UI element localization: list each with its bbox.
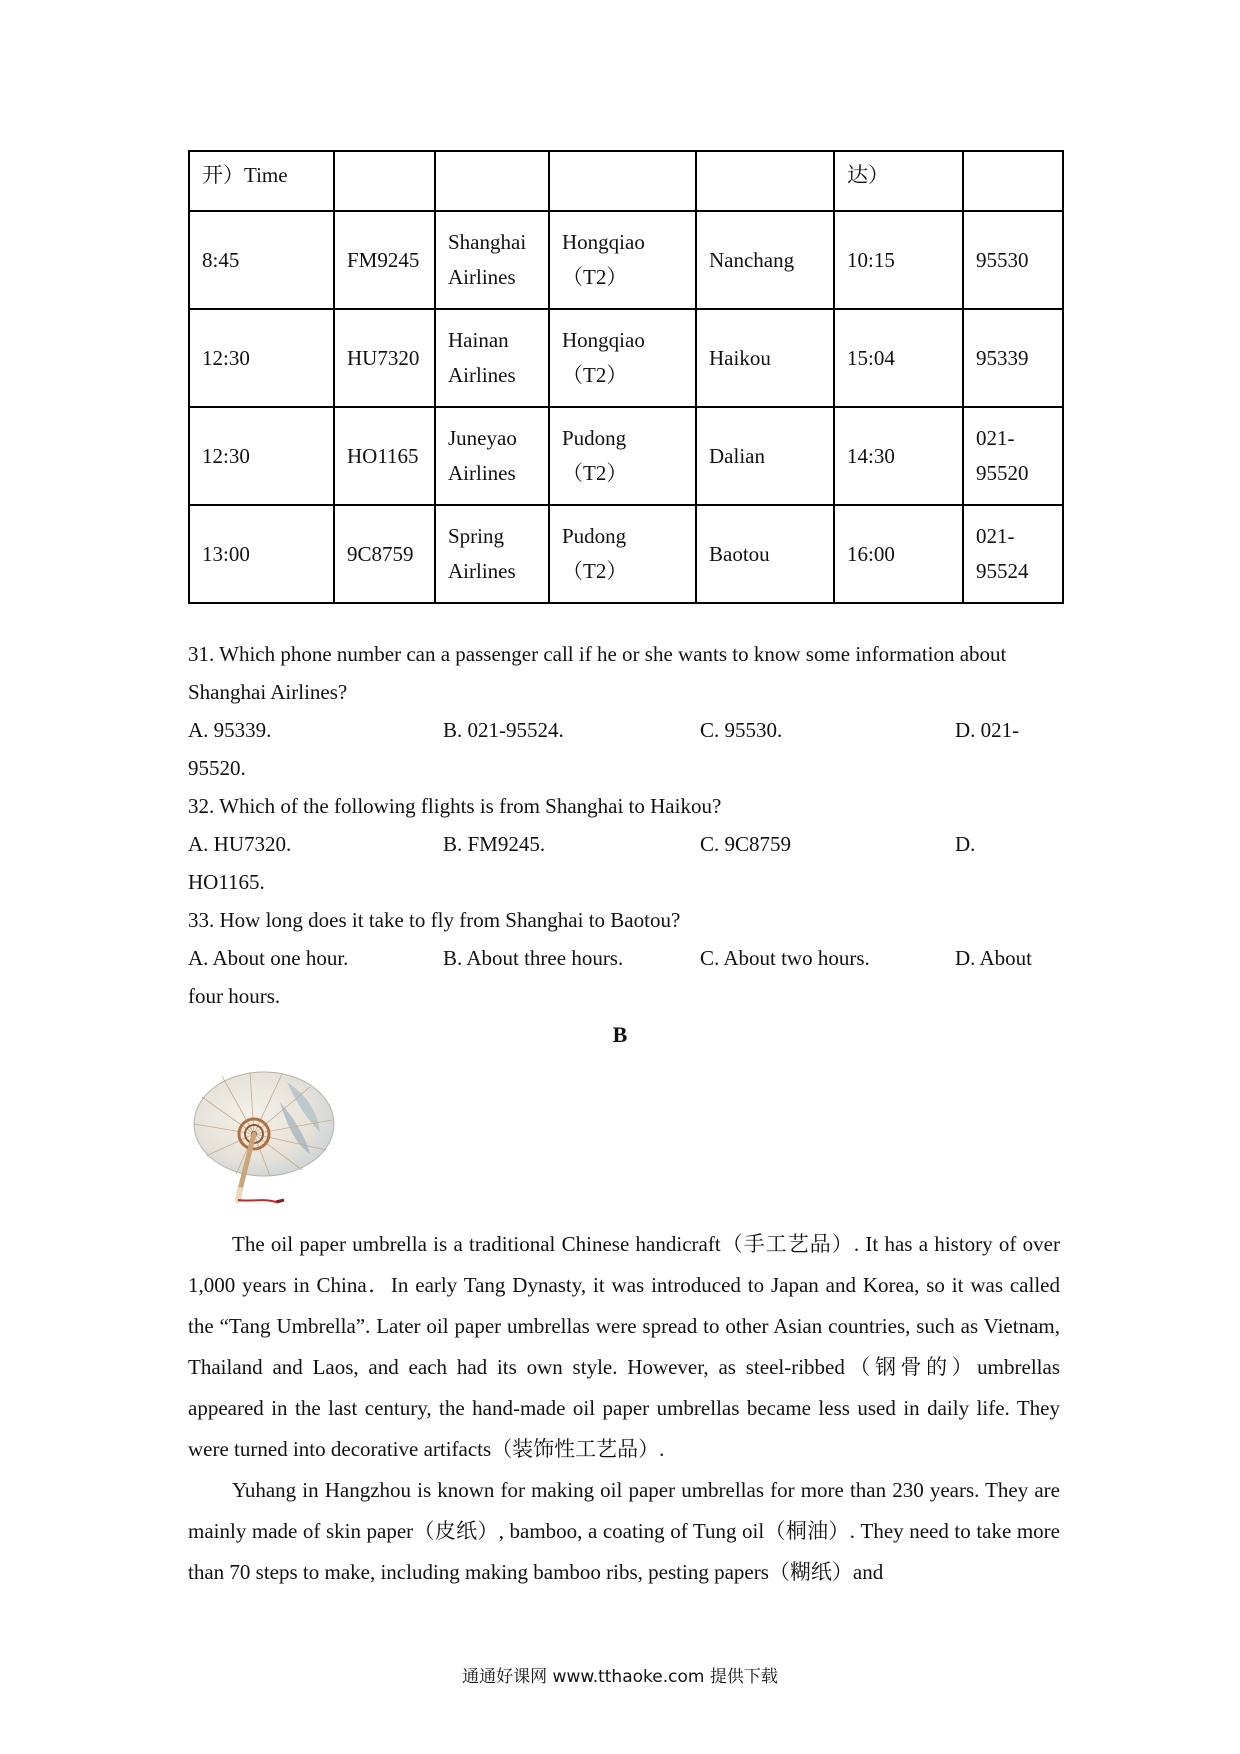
option-a[interactable]: A. About one hour. [188, 946, 349, 970]
option-d-continued: HO1165. [188, 870, 265, 894]
flight-number-cell: 9C8759 [334, 505, 435, 603]
departure-time-cell: 8:45 [189, 211, 334, 309]
header-cell [549, 151, 696, 211]
table-row [189, 407, 1063, 505]
option-c[interactable]: C. 9C8759 [700, 832, 792, 856]
phone-cell: 021- 95524 [963, 505, 1063, 603]
answer-options [188, 939, 1056, 977]
destination-cell: Baotou [696, 505, 834, 603]
option-d[interactable]: D. About [955, 946, 1033, 970]
arrival-time-cell: 16:00 [834, 505, 963, 603]
reading-passage [188, 1224, 1060, 1593]
flight-number-cell: FM9245 [334, 211, 435, 309]
header-cell [334, 151, 435, 211]
header-cell: 达） [834, 151, 963, 211]
destination-cell: Dalian [696, 407, 834, 505]
question-stem: 33. How long does it take to fly from Shanghai to Baotou? [188, 908, 681, 932]
table-row [189, 309, 1063, 407]
option-b[interactable]: B. About three hours. [443, 946, 624, 970]
airport-cell: Pudong （T2） [549, 505, 696, 603]
option-b[interactable]: B. FM9245. [443, 832, 546, 856]
option-d-continued: four hours. [188, 984, 281, 1008]
arrival-time-cell: 15:04 [834, 309, 963, 407]
airline-cell: Shanghai Airlines [435, 211, 549, 309]
table-row [189, 211, 1063, 309]
question-33 [188, 901, 1056, 1015]
option-c[interactable]: C. 95530. [700, 718, 783, 742]
airline-cell: Juneyao Airlines [435, 407, 549, 505]
arrival-time-cell: 14:30 [834, 407, 963, 505]
header-cell [696, 151, 834, 211]
passage-paragraph: The oil paper umbrella is a traditional Chinese handicraft（手工艺品）. It has a history of over 1,000 years in China．In early Tang Dynasty, it was introduced to Japan and Korea, so it was called the “Tang Umbrella”. Later oil paper umbrellas were spread to other Asian countries, such as Vietnam, Thailand and Laos, and each had its own style. However, as steel-ribbed（钢骨的）umbrellas appeared in the last century, the hand-made oil paper umbrellas became less used in daily life. They were turned into decorative artifacts（装饰性工艺品）. [188, 1232, 1060, 1461]
airline-cell: Hainan Airlines [435, 309, 549, 407]
phone-cell: 95530 [963, 211, 1063, 309]
option-d-continued: 95520. [188, 756, 246, 780]
header-cell [435, 151, 549, 211]
departure-time-cell: 13:00 [189, 505, 334, 603]
table-header-row [189, 151, 1063, 211]
flight-schedule-table [188, 150, 1064, 604]
destination-cell: Haikou [696, 309, 834, 407]
section-title: B [612, 1022, 628, 1047]
phone-cell: 95339 [963, 309, 1063, 407]
passage-paragraph: Yuhang in Hangzhou is known for making oil paper umbrellas for more than 230 years. They are mainly made of skin paper（皮纸）, bamboo, a coating of Tung oil（桐油）. They need to take more than 70 steps to make, including making bamboo ribs, pesting papers（糊纸）and [188, 1478, 1060, 1584]
option-b[interactable]: B. 021-95524. [443, 718, 564, 742]
option-c[interactable]: C. About two hours. [700, 946, 870, 970]
destination-cell: Nanchang [696, 211, 834, 309]
question-stem: 32. Which of the following flights is from Shanghai to Haikou? [188, 794, 722, 818]
header-cell [963, 151, 1063, 211]
airport-cell: Hongqiao （T2） [549, 211, 696, 309]
option-a[interactable]: A. HU7320. [188, 832, 292, 856]
question-32 [188, 787, 1056, 901]
departure-time-cell: 12:30 [189, 407, 334, 505]
departure-time-cell: 12:30 [189, 309, 334, 407]
airport-cell: Hongqiao （T2） [549, 309, 696, 407]
flight-number-cell: HO1165 [334, 407, 435, 505]
question-31 [188, 635, 1056, 787]
answer-options [188, 711, 1056, 749]
option-d[interactable]: D. [955, 832, 976, 856]
airport-cell: Pudong （T2） [549, 407, 696, 505]
option-d[interactable]: D. 021- [955, 718, 1020, 742]
airline-cell: Spring Airlines [435, 505, 549, 603]
phone-cell: 021- 95520 [963, 407, 1063, 505]
page-footer: 通通好课网 www.tthaoke.com 提供下载 [462, 1667, 778, 1687]
table-row [189, 505, 1063, 603]
flight-number-cell: HU7320 [334, 309, 435, 407]
arrival-time-cell: 10:15 [834, 211, 963, 309]
oil-paper-umbrella-image [192, 1062, 342, 1212]
answer-options [188, 825, 1056, 863]
header-cell: 开）Time [189, 151, 334, 211]
option-a[interactable]: A. 95339. [188, 718, 272, 742]
question-stem: 31. Which phone number can a passenger call if he or she wants to know some information about Shanghai Airlines? [188, 642, 1007, 704]
